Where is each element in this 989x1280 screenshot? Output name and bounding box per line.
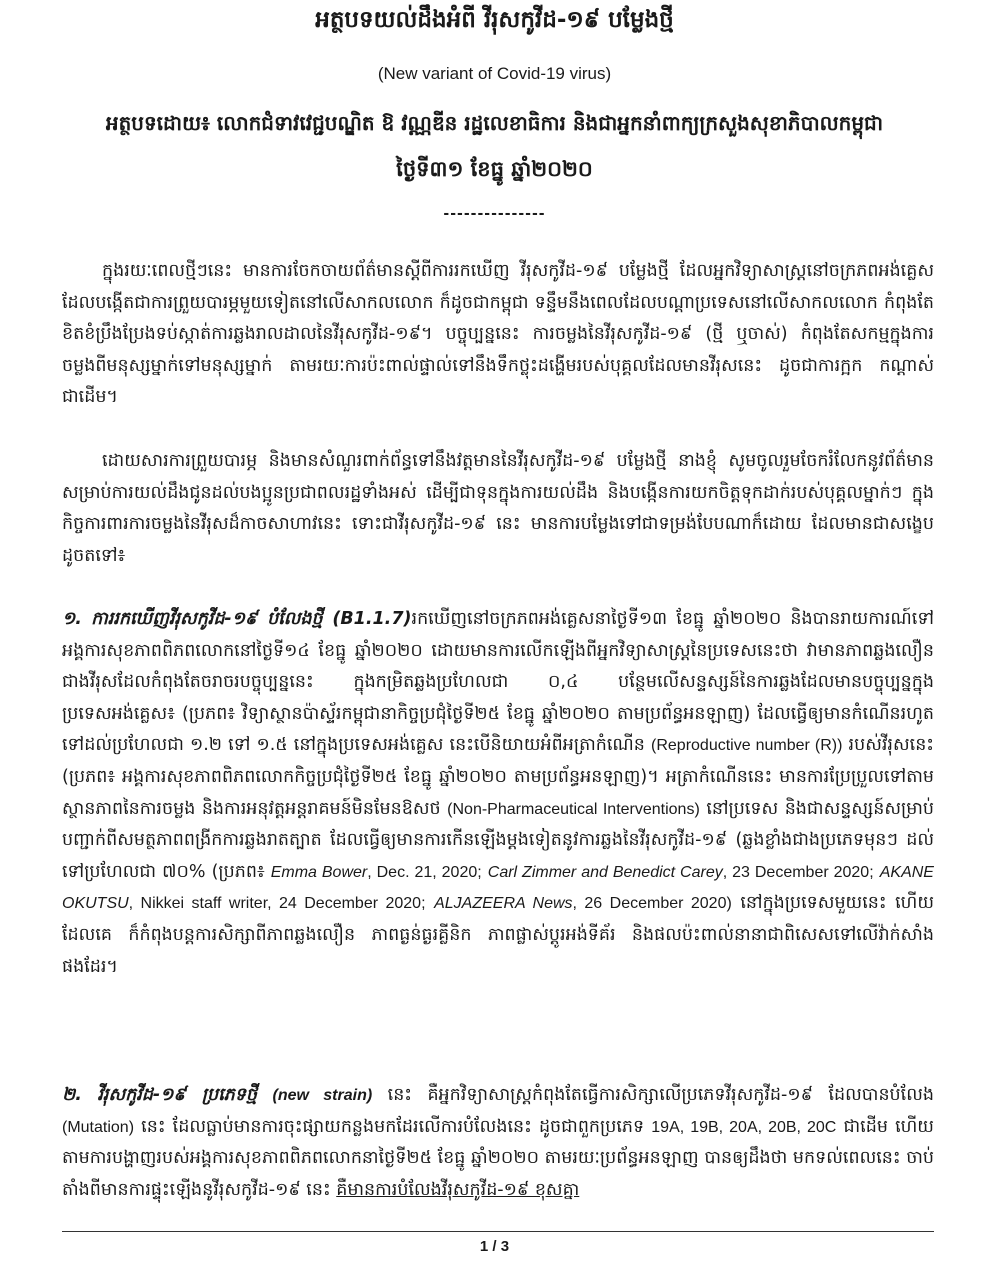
title-separator: --------------- (443, 206, 546, 222)
reference-4-author: ALJAZEERA News (434, 895, 573, 913)
section-1-number: ១. (62, 609, 82, 629)
document-author: អត្ថបទដោយ៖ លោកជំទាវវេជ្ជបណ្ឌិត ឱ វណ្ណឌីន រដ្ឋលេខាធិការ និងជាអ្នកនាំពាក្យក្រសួងសុខាភិបាលកម្ពុជា (105, 111, 884, 135)
reference-2-author: Carl Zimmer and Benedict Carey (487, 863, 723, 881)
reference-1-date: , Dec. 21, 2020; (367, 863, 482, 881)
reference-1-author: Emma Bower (270, 863, 368, 881)
section-1-latin-term-1: (Reproductive number (R)) (651, 737, 843, 755)
reference-3-date: , Nikkei staff writer, 24 December 2020; (128, 895, 426, 913)
section-2-latin-term-1: (Mutation) (62, 1118, 135, 1136)
section-2-text-c: ជាដើម ហើយតាមការបង្ហាញរបស់អង្គការសុខភាពពិភពលោកនាថ្ងៃទី២៥ ខែធ្នូ ឆ្នាំ២០២០ តាមរយៈប្រព័ន្ធអនឡាញ បានឲ្យដឹងថា មកទល់ពេលនេះ ចាប់តាំងពីមានការផ្ទុះឡើងនូវីរុសកូវីដ-១៩ នេះ (62, 1116, 934, 1200)
section-1-text-a: រកឃើញនៅចក្រភពអង់គ្លេសនាថ្ងៃទី១៣ ខែធ្នូ ឆ្នាំ២០២០ និងបានរាយការណ៍ទៅអង្គការសុខភាពពិភពលោកនៅថ្ងៃទី១៤ ខែធ្នូ ឆ្នាំ២០២០ ដោយមានការលើកឡើងពីអ្នកវិទ្យាសាស្ត្រនៃប្រទេសនេះថា វាមានភាពឆ្លងលឿនជាងវីរុសដែលកំពុងតែចរាចរបច្ចុប្បន្ននេះ ក្នុងកម្រិតឆ្លងប្រហែលជា ០,៤ បន្ថែមលើសន្ទស្សន៍នៃការឆ្លងដែលមានបច្ចុប្បន្នក្នុងប្រទេសអង់គ្លេស៖ (ប្រភព៖ វិទ្យាស្ថានប៉ាស្ទ័រកម្ពុជានាកិច្ចប្រជុំថ្ងៃទី២៥ ខែធ្នូ ឆ្នាំ២០២០ តាមប្រព័ន្ធអនឡាញ) ដែលធ្វើឲ្យមានកំណើនរហូតទៅដល់ប្រហែលជា ១.២ ទៅ ១.៥ នៅក្នុងប្រទេសអង់គ្លេស នេះបើនិយាយអំពីអត្រាកំណើន (62, 609, 934, 756)
document-title: អត្ថបទយល់ដឹងអំពី វីរុសកូវីដ-១៩ បម្លែងថ្មី (315, 7, 674, 33)
document-subtitle: (New variant of Covid-19 virus) (377, 64, 612, 83)
reference-4-date: , 26 December 2020) (572, 895, 732, 913)
section-1-latin-term-2: (Non-Pharmaceutical Interventions) (447, 800, 700, 818)
section-1-text-d: នៅក្នុងប្រទេសមួយនេះ ហើយដែលគេ ក៏កំពុងបន្តការសិក្សាពីភាពឆ្លងលឿន ភាពធ្ងន់ធ្ងរគ្លីនិក ភាពផ្លាស់ប្តូរអង់ទីគ័រ និងផលប៉ះពាល់នានាជាពិសេសទៅលើវ៉ាក់សាំងផងដែរ។ (62, 893, 934, 977)
paragraph-section-2 (62, 1080, 934, 1206)
paragraph-section-1 (62, 604, 934, 983)
section-2-underlined-text: គឺមានការបំលែងវីរុសកូវីដ-១៩ ខុសគ្នា (336, 1179, 580, 1200)
section-1-text-b: របស់វីរុសនេះ (ប្រភព៖ អង្គការសុខភាពពិភពលោកកិច្ចប្រជុំថ្ងៃទី២៥ ខែធ្នូ ឆ្នាំ២០២០ តាមប្រព័ន្ធអនឡាញ)។ អត្រាកំណើននេះ មានការប្រែប្រួលទៅតាមស្ថានភាពនៃការចម្លង និងការអនុវត្តអន្តរាគមន៍មិនមែនឱសថ (62, 735, 934, 819)
page-number: 1 / 3 (479, 1238, 510, 1255)
section-2-text-b: នេះ ដែលធ្លាប់មានការចុះផ្សាយកន្លងមកដែរលើការបំលែងនេះ ដូចជាពួកប្រភេទ (141, 1116, 645, 1137)
reference-2-date: , 23 December 2020; (722, 863, 874, 881)
reference-3-author: AKANE OKUTSU (62, 863, 934, 913)
section-1-text-c: នៅប្រទេស និងជាសន្ទស្សន៍សម្រាប់បញ្ជាក់ពីសមត្ថភាពពង្រីកការឆ្លងរាតត្បាត ដែលធ្វើឲ្យមានការកើនឡើងម្តងទៀតនូវការឆ្លងនៃវីរុសកូវីដ-១៩ (ឆ្លងខ្លាំងជាងប្រភេទមុនៗ ដល់ទៅប្រហែលជា ៧០% (ប្រភព៖ (62, 798, 934, 882)
section-2-heading-latin: (new strain) (272, 1087, 373, 1104)
paragraph-intro: ក្នុងរយៈពេលថ្មីៗនេះ មានការចែកចាយព័ត៌មានស្តីពីការរកឃើញ វីរុសកូវីដ-១៩ បម្លែងថ្មី ដែលអ្នកវិទ្យាសាស្ត្រនៅចក្រភពអង់គ្លេស ដែលបង្កើតជាការព្រួយបារម្ភមួយទៀតនៅលើសាកលលោក ក៏ដូចជាកម្ពុជា ទន្ទឹមនឹងពេលដែលបណ្តាប្រទេសនៅលើសាកលលោក កំពុងតែខិតខំប្រឹងប្រែងទប់ស្កាត់ការឆ្លងរាលដាលនៃវីរុសកូវីដ-១៩។ បច្ចុប្បន្ននេះ ការចម្លងនៃវីរុសកូវីដ-១៩ (ថ្មី ឬចាស់) កំពុងតែសកម្មក្នុងការចម្លងពីមនុស្សម្នាក់ទៅមនុស្សម្នាក់ តាមរយៈការប៉ះពាល់ផ្ទាល់ទៅនឹងទឹកថ្លុះដង្ហើមរបស់បុគ្គលដែលមានវីរុសនេះ ដូចជាការក្អក កណ្តាស់ជាដើម។ (62, 261, 934, 408)
footer-rule (62, 1231, 934, 1232)
section-2-heading: វីរុសកូវីដ-១៩ ប្រភេទថ្មី (97, 1085, 258, 1105)
document-date: ថ្ងៃទី៣១ ខែធ្នូ ឆ្នាំ២០២០ (396, 157, 593, 181)
section-2-text-a: នេះ គឺអ្នកវិទ្យាសាស្ត្រកំពុងតែធ្វើការសិក្សាលើប្រភេទវីរុសកូវីដ-១៩ ដែលបានបំលែង (387, 1085, 934, 1105)
section-1-heading: ការរកឃើញវីរុសកូវីដ-១៩ បំលែងថ្មី (B1.1.7) (91, 609, 412, 629)
paragraph-purpose: ដោយសារការព្រួយបារម្ភ និងមានសំណួរពាក់ព័ន្ធទៅនឹងវត្តមាននៃវីរុសកូវីដ-១៩ បម្លែងថ្មី នាងខ្ញុំ សូមចូលរួមចែករំលែកនូវព័ត៌មានសម្រាប់ការយល់ដឹងជូនដល់បងប្អូនប្រជាពលរដ្ឋទាំងអស់ ដើម្បីជាទុនក្នុងការយល់ដឹង និងបង្កើនការយកចិត្តទុកដាក់របស់បុគ្គលម្នាក់ៗ ក្នុងកិច្ចការពារការចម្លងនៃវីរុសដ៏កាចសាហាវនេះ ទោះជាវីរុសកូវីដ-១៩ នេះ មានការបម្លែងទៅជាទម្រង់បែបណាក៏ដោយ ដែលមានជាសង្ខេបដូចតទៅ៖ (62, 451, 934, 566)
section-2-number: ២. (62, 1085, 82, 1105)
section-2-strain-list: 19A, 19B, 20A, 20B, 20C (651, 1118, 837, 1136)
